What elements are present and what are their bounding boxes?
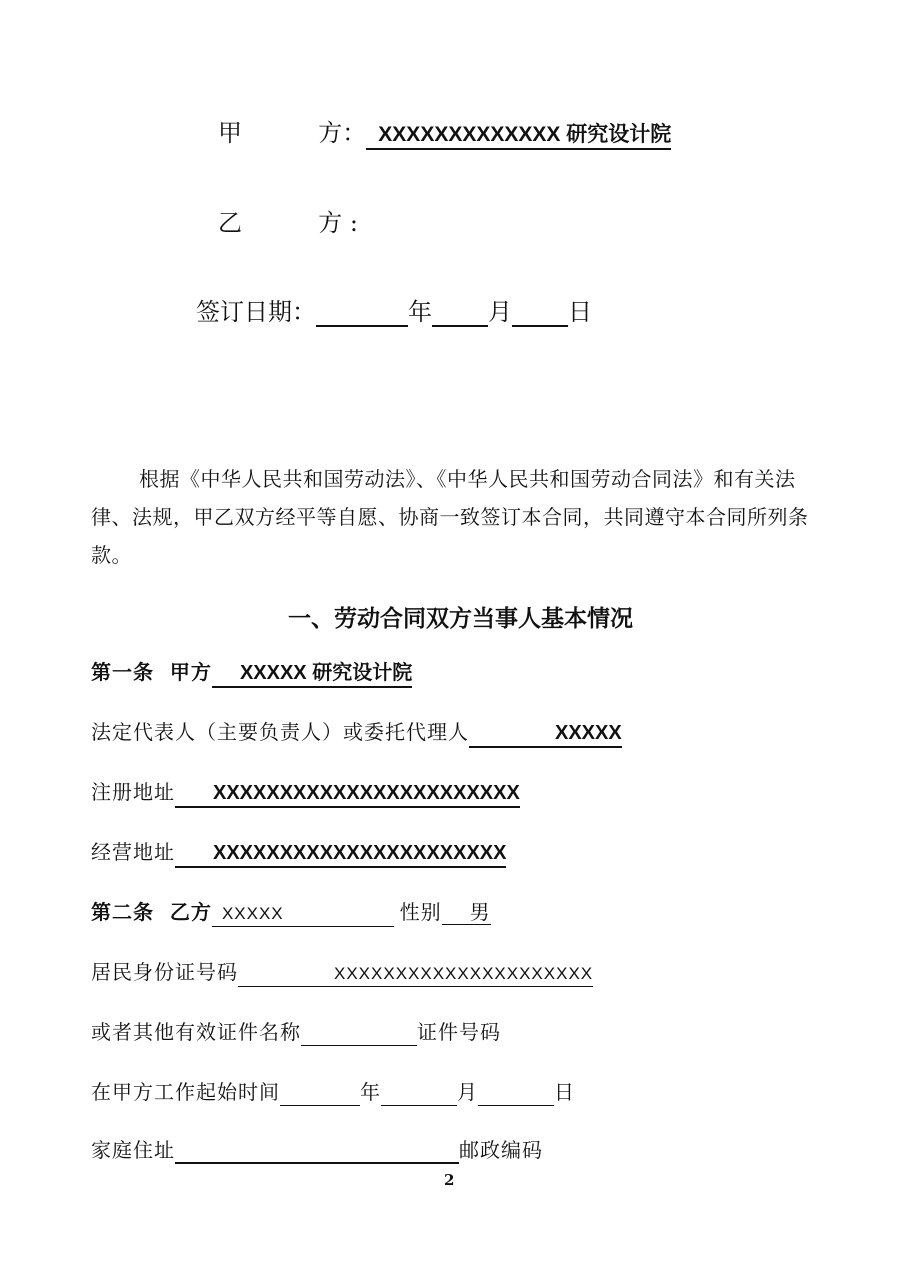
article2-row xyxy=(91,898,491,927)
biz-address-label: 经营地址 xyxy=(91,840,175,864)
postcode-label: 邮政编码 xyxy=(459,1138,543,1162)
home-address-label: 家庭住址 xyxy=(91,1138,175,1162)
party-a-label: 甲 方： xyxy=(218,119,367,147)
section-title: 一、劳动合同双方当事人基本情况 xyxy=(288,606,633,632)
party-a-row xyxy=(218,118,671,150)
biz-address-row xyxy=(91,838,506,868)
home-address-row xyxy=(91,1136,543,1164)
sign-year-label: 年 xyxy=(408,298,432,326)
reg-address-value: XXXXXXXXXXXXXXXXXXXXXXX xyxy=(213,782,520,804)
article2-value: XXXXX xyxy=(221,904,284,923)
legal-rep-label: 法定代表人（主要负责人）或委托代理人 xyxy=(91,720,469,744)
legal-rep-value: XXXXX xyxy=(555,722,622,744)
sign-year-blank[interactable] xyxy=(316,303,408,327)
gender-value: 男 xyxy=(442,900,491,925)
other-id-label: 或者其他有效证件名称 xyxy=(91,1020,301,1044)
sign-month-label: 月 xyxy=(488,298,512,326)
id-value: XXXXXXXXXXXXXXXXXXXXX xyxy=(334,964,594,983)
party-a-value: XXXXXXXXXXXXX 研究设计院 xyxy=(366,122,671,150)
start-year-blank[interactable] xyxy=(280,1085,360,1106)
sign-day-blank[interactable] xyxy=(512,303,568,327)
sign-month-blank[interactable] xyxy=(432,303,488,327)
page-number: 2 xyxy=(444,1171,455,1189)
other-id-row xyxy=(91,1018,501,1046)
sign-day-label: 日 xyxy=(568,298,592,326)
start-day-blank[interactable] xyxy=(478,1085,554,1106)
sign-date-label: 签订日期： xyxy=(196,298,316,326)
home-address-blank[interactable] xyxy=(175,1140,459,1164)
article2-label: 第二条 乙方 xyxy=(91,900,212,924)
start-time-row xyxy=(91,1078,575,1106)
legal-rep-row xyxy=(91,718,622,748)
reg-address-row xyxy=(91,778,520,808)
start-month-label: 月 xyxy=(457,1080,478,1104)
other-id-number-label: 证件号码 xyxy=(417,1020,501,1044)
other-id-blank[interactable] xyxy=(301,1025,417,1046)
id-row xyxy=(91,958,593,987)
start-year-label: 年 xyxy=(360,1080,381,1104)
article1-label: 第一条 甲方 xyxy=(91,660,212,684)
biz-address-value: XXXXXXXXXXXXXXXXXXXXXX xyxy=(213,842,507,864)
start-month-blank[interactable] xyxy=(381,1085,457,1106)
start-day-label: 日 xyxy=(554,1080,575,1104)
gender-label: 性别 xyxy=(399,900,442,924)
id-label: 居民身份证号码 xyxy=(91,960,238,984)
article1-value: XXXXX 研究设计院 xyxy=(239,662,413,684)
reg-address-label: 注册地址 xyxy=(91,780,175,804)
intro-paragraph: 根据《中华人民共和国劳动法》、《中华人民共和国劳动合同法》和有关法律、法规，甲乙双方经平等自愿、协商一致签订本合同，共同遵守本合同所列条款。 xyxy=(91,467,809,567)
start-time-label: 在甲方工作起始时间 xyxy=(91,1080,280,1104)
sign-date-row xyxy=(196,297,592,327)
party-b-label: 乙 方 : xyxy=(218,209,359,237)
article1-row xyxy=(91,658,412,688)
